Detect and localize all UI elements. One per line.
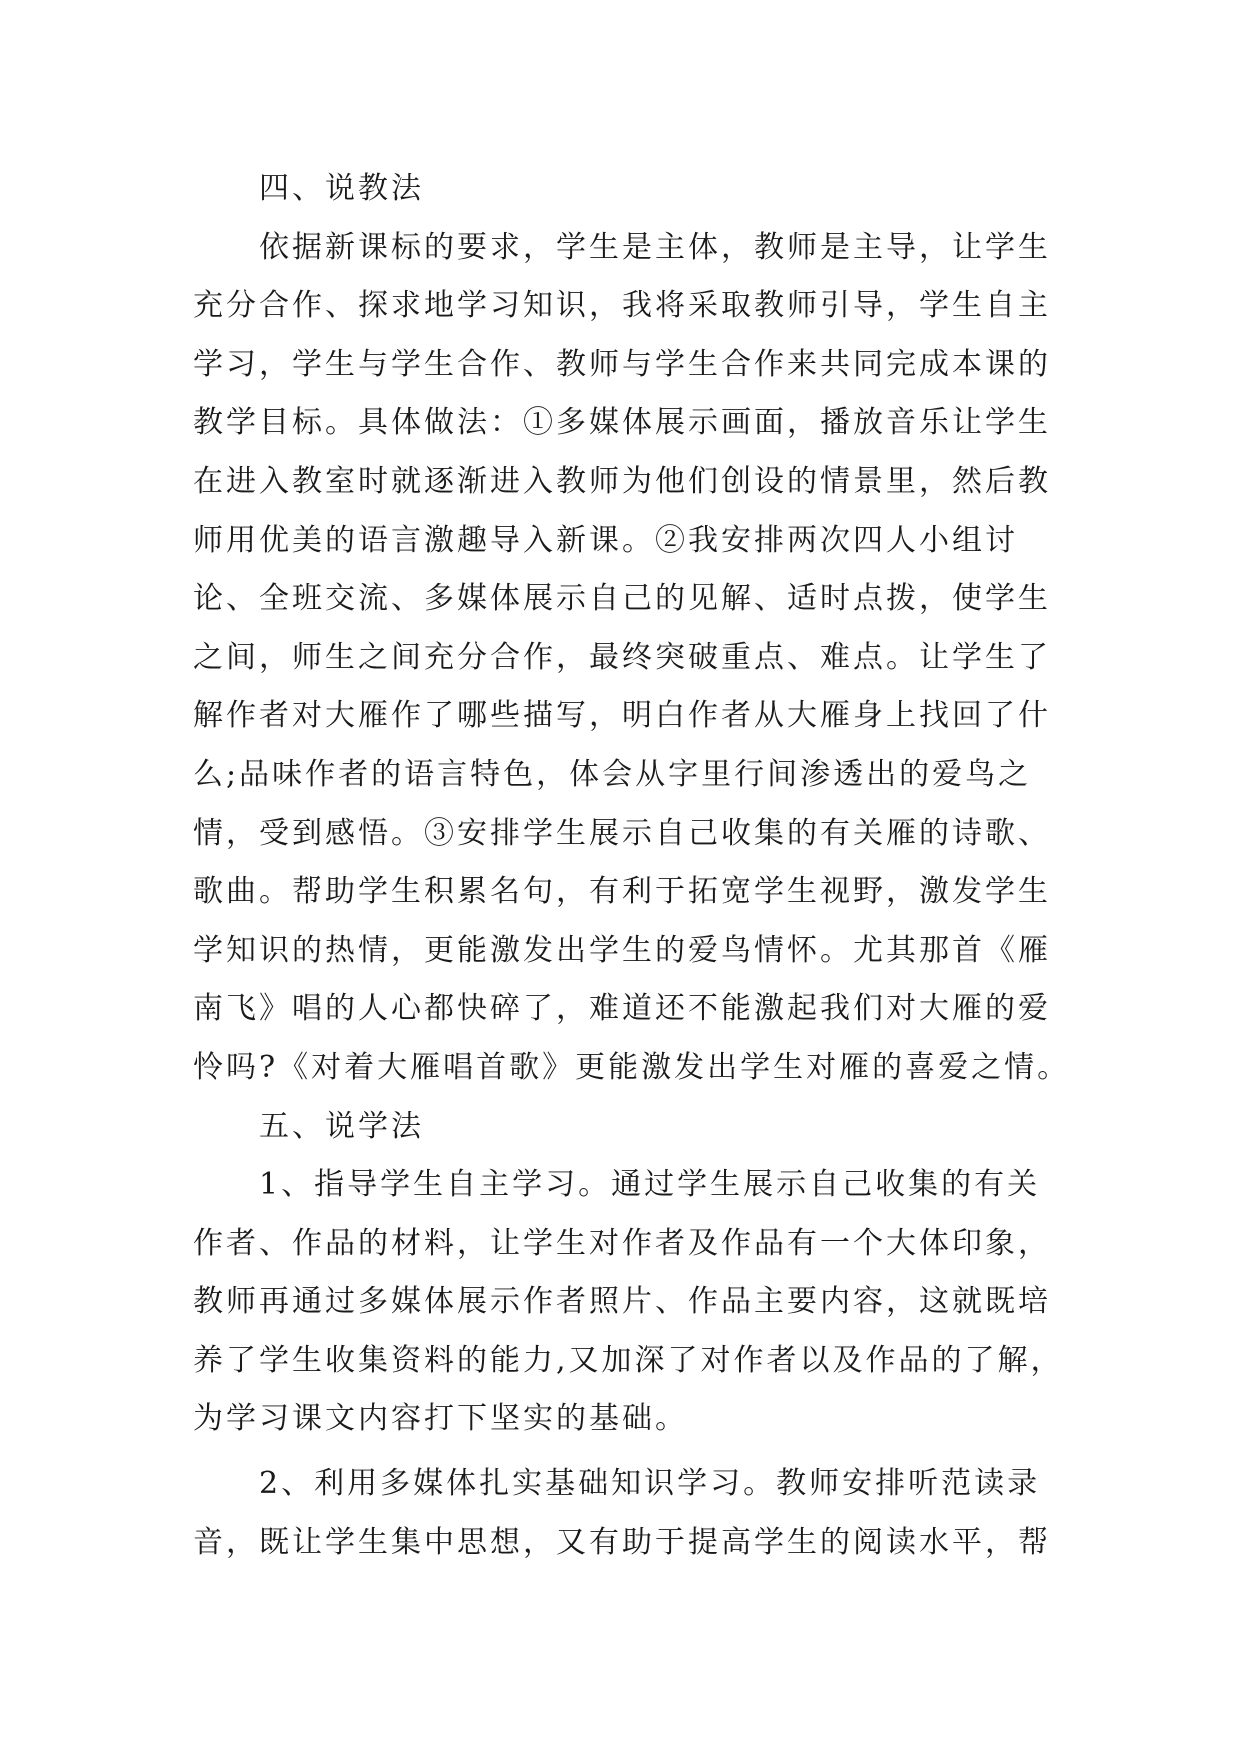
text-line: 充分合作、探求地学习知识，我将采取教师引导，学生自主 [193, 288, 1051, 324]
paragraph-study-method-2 [193, 1455, 1073, 1572]
text-line: 为学习课文内容打下坚实的基础。 [193, 1401, 688, 1437]
text-line: 论、全班交流、多媒体展示自己的见解、适时点拨，使学生 [193, 581, 1051, 617]
text-line: 师用优美的语言激趣导入新课。②我安排两次四人小组讨 [193, 522, 1018, 558]
text-line: 情，受到感悟。③安排学生展示自己收集的有关雁的诗歌、 [193, 815, 1051, 851]
text-line: 学知识的热情，更能激发出学生的爱鸟情怀。尤其那首《雁 [193, 932, 1051, 968]
text-line: 依据新课标的要求，学生是主体，教师是主导，让学生 [259, 229, 1051, 265]
text-line: 怜吗?《对着大雁唱首歌》更能激发出学生对雁的喜爱之情。 [193, 1049, 1071, 1085]
text-line: 养了学生收集资料的能力,又加深了对作者以及作品的了解， [193, 1342, 1064, 1378]
text-line: 歌曲。帮助学生积累名句，有利于拓宽学生视野，激发学生 [193, 874, 1051, 910]
text-line: 教师再通过多媒体展示作者照片、作品主要内容，这就既培 [193, 1284, 1051, 1320]
text-line: 音，既让学生集中思想，又有助于提高学生的阅读水平，帮 [193, 1524, 1051, 1560]
text-line: 1、指导学生自主学习。通过学生展示自己收集的有关 [259, 1167, 1041, 1203]
text-line: 在进入教室时就逐渐进入教师为他们创设的情景里，然后教 [193, 463, 1051, 499]
text-line: 么;品味作者的语言特色，体会从字里行间渗透出的爱鸟之 [193, 756, 1032, 792]
text-line: 2、利用多媒体扎实基础知识学习。教师安排听范读录 [259, 1466, 1041, 1502]
text-line: 作者、作品的材料，让学生对作者及作品有一个大体印象， [193, 1225, 1051, 1261]
section-heading-study-method: 五、说学法 [259, 1108, 424, 1144]
text-line: 教学目标。具体做法：①多媒体展示画面，播放音乐让学生 [193, 405, 1051, 441]
paragraph-study-method-1 [193, 1156, 1073, 1449]
text-line: 南飞》唱的人心都快碎了，难道还不能激起我们对大雁的爱 [193, 991, 1051, 1027]
text-line: 学习，学生与学生合作、教师与学生合作来共同完成本课的 [193, 346, 1051, 382]
document-body [193, 160, 1073, 1572]
text-line: 之间，师生之间充分合作，最终突破重点、难点。让学生了 [193, 639, 1051, 675]
text-line: 解作者对大雁作了哪些描写，明白作者从大雁身上找回了什 [193, 698, 1051, 734]
section-heading-teaching-method: 四、说教法 [259, 171, 424, 206]
paragraph-teaching-method [193, 219, 1073, 1098]
